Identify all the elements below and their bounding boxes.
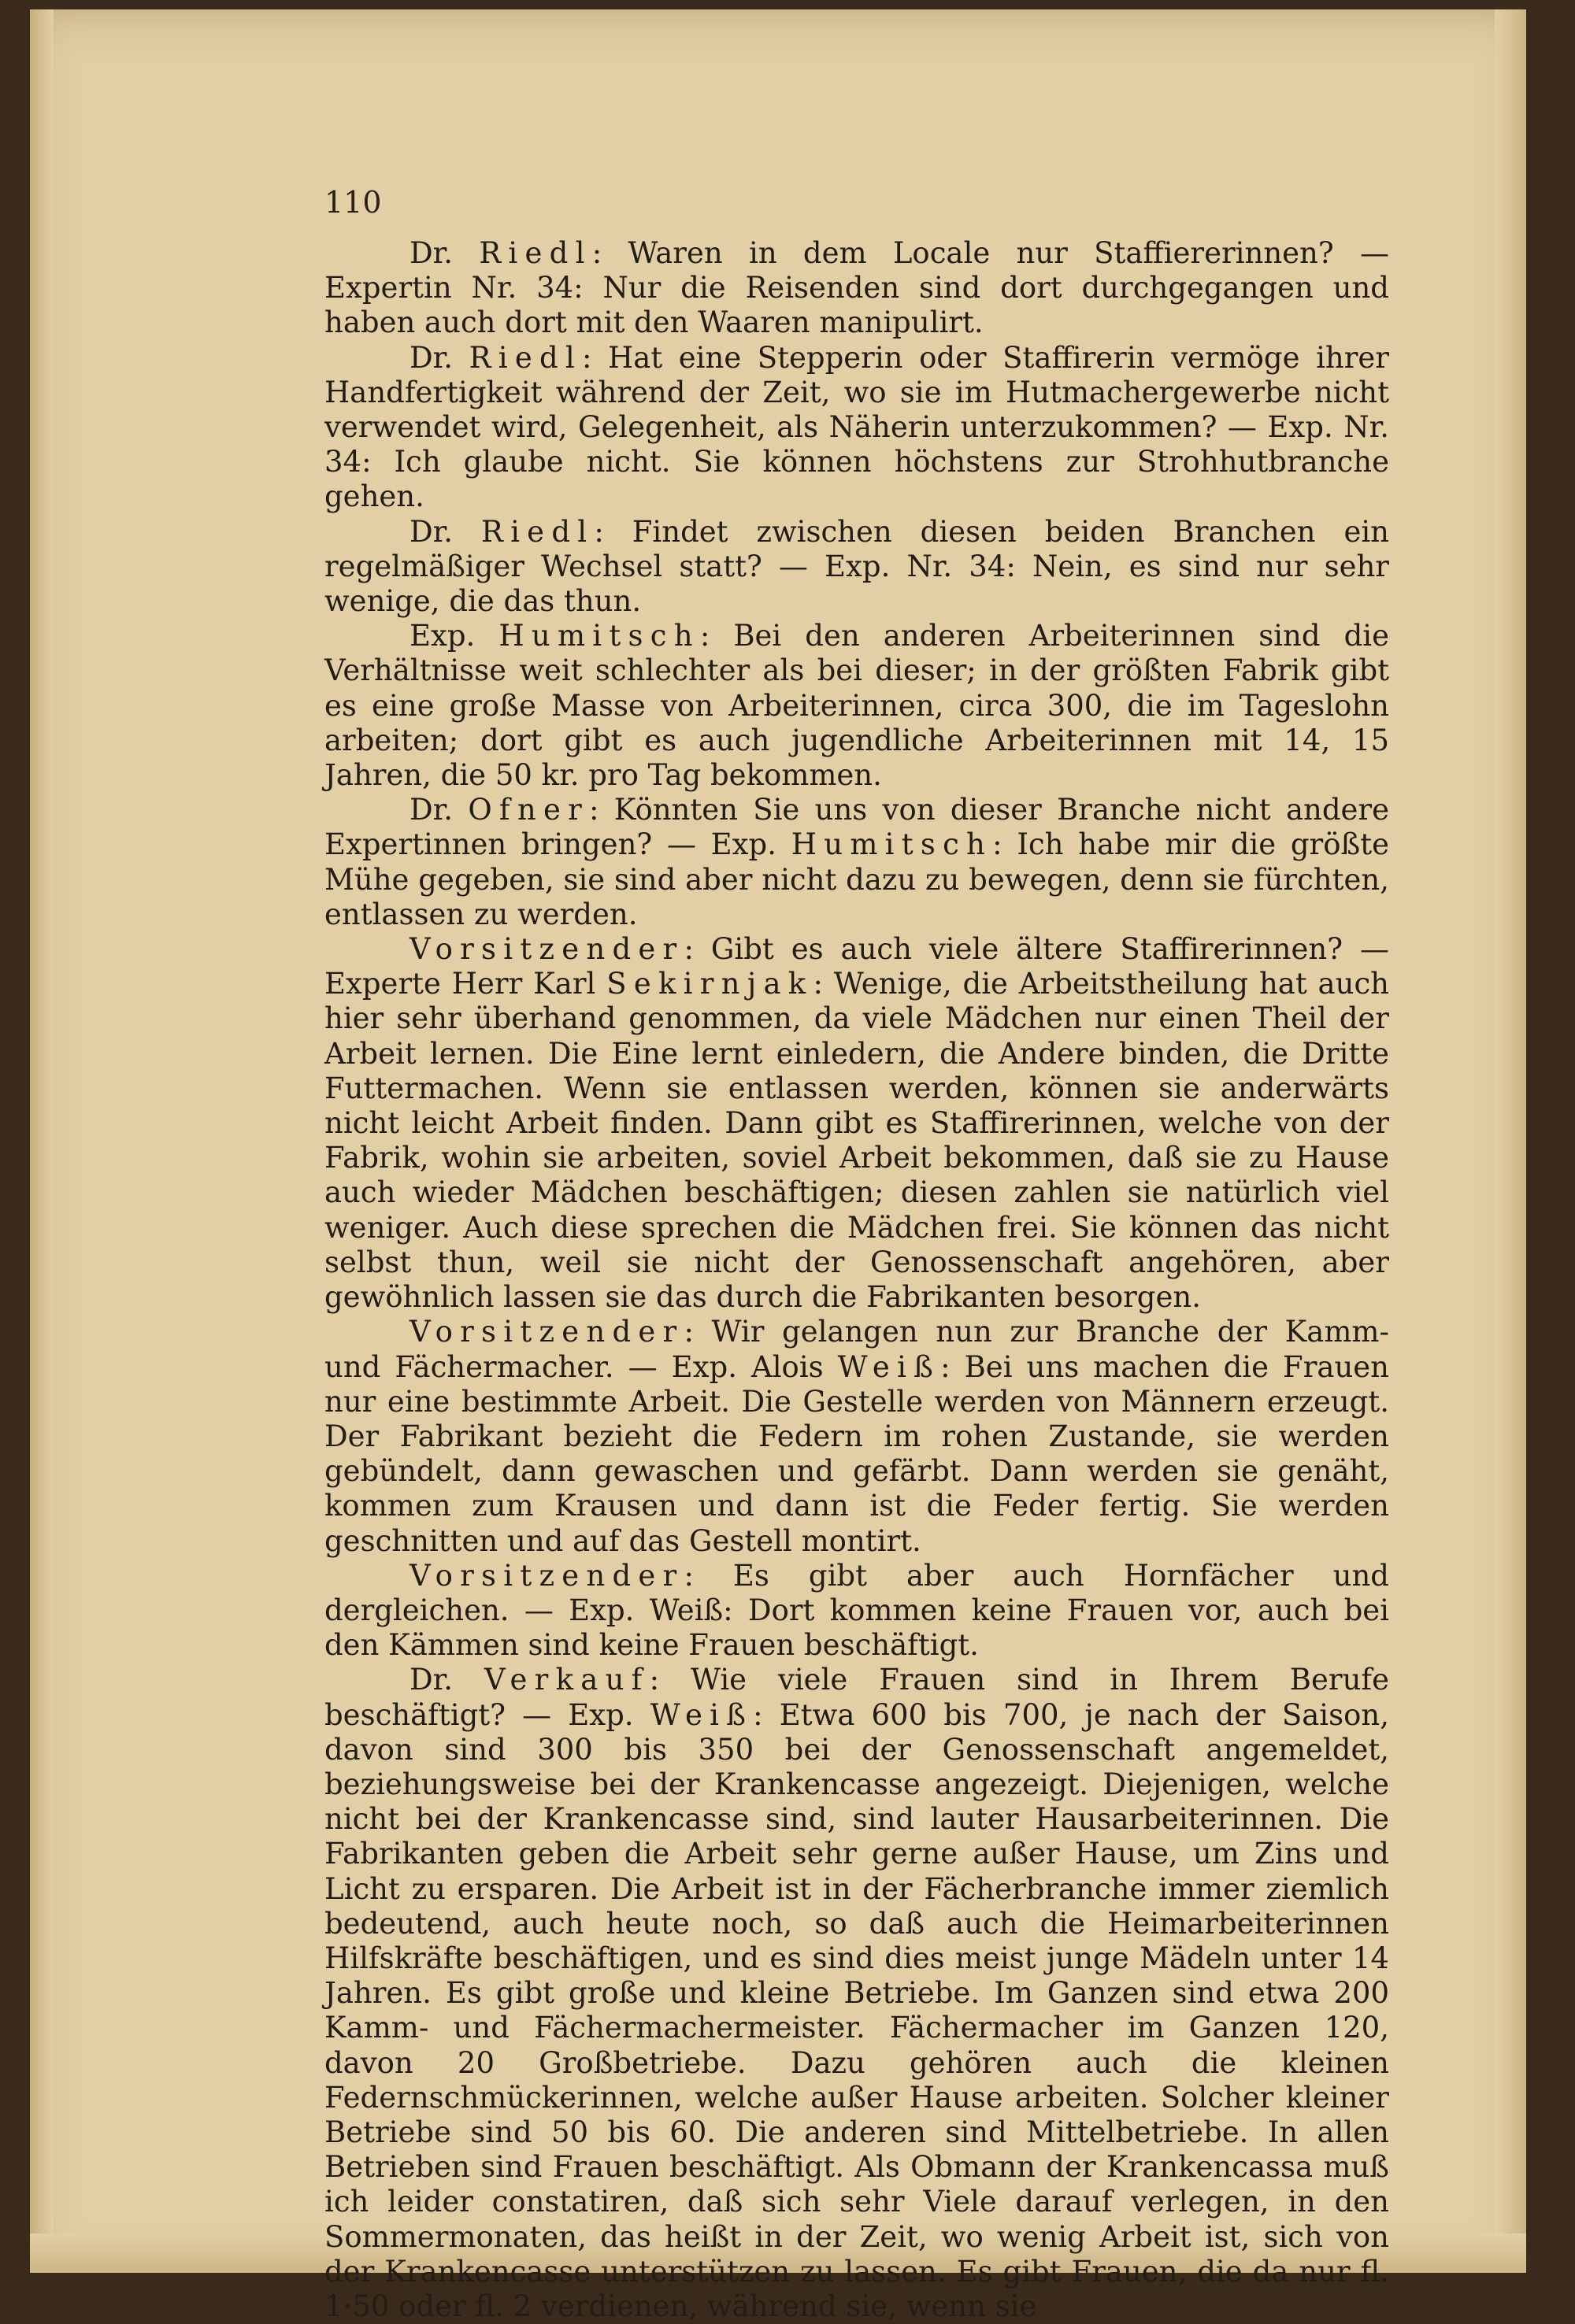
speaker-name: Humitsch bbox=[791, 827, 993, 862]
paragraph-text: Dr. bbox=[410, 1663, 484, 1697]
speaker-name: Vorsitzender bbox=[410, 1315, 684, 1349]
speaker-name: Verkauf bbox=[484, 1663, 650, 1697]
paragraph bbox=[324, 1663, 1389, 2324]
speaker-name: Humitsch bbox=[498, 619, 700, 653]
paragraph-text: : Bei uns machen die Frauen nur eine bestimmte Arbeit. Die Gestelle werden von Männern erzeugt. Der Fabrikant bezieht die Federn im rohen Zustande, sie werden gebündelt, dann gewaschen und gefärbt. Dann werden sie genäht, kommen zum Krausen und dann ist die Feder fertig. Sie werden geschnitten und auf das Gestell montirt. bbox=[324, 1349, 1389, 1558]
paragraph-text: : Wie viele Frauen sind in Ihrem Berufe beschäftigt? — Exp. bbox=[324, 1663, 1389, 1732]
paragraph-text: : Waren in dem Locale nur Staffiererinnen? — Expertin Nr. 34: Nur die Reisenden sind dort durchgegangen und haben auch dort mit den Waaren manipulirt. bbox=[324, 236, 1390, 340]
paragraph-text: : Wir gelangen nun zur Branche der Kamm- und Fächermacher. — Exp. Alois bbox=[324, 1315, 1389, 1384]
paragraph-text: Dr. bbox=[410, 236, 480, 270]
speaker-name: Riedl bbox=[479, 236, 592, 270]
paragraph-text: : Könnten Sie uns von dieser Branche nicht andere Expertinnen bringen? — Exp. bbox=[324, 793, 1390, 862]
paragraph bbox=[324, 341, 1389, 515]
page-gutter-shadow bbox=[30, 9, 54, 2273]
paragraph bbox=[324, 793, 1389, 932]
paragraph bbox=[324, 236, 1389, 341]
speaker-name: Weiß bbox=[650, 1697, 754, 1732]
speaker-name: Riedl bbox=[480, 514, 595, 549]
paragraph bbox=[324, 932, 1389, 1315]
paragraph-text: : Gibt es auch viele ältere Staffirerinnen? — Experte Herr Karl bbox=[324, 932, 1389, 1001]
speaker-name: Sekirnjak bbox=[606, 967, 813, 1001]
paragraph-text: : Es gibt aber auch Hornfächer und dergleichen. — Exp. Weiß: Dort kommen keine Frauen vor, auch bei den Kämmen sind keine Frauen beschäftigt. bbox=[324, 1558, 1389, 1663]
paragraph-text: : Wenige, die Arbeitstheilung hat auch hier sehr überhand genommen, da viele Mädchen nur einen Theil der Arbeit lernen. Die Eine lernt einledern, die Andere binden, die Dritte Futtermachen. Wenn sie entlassen werden, können sie anderwärts nicht leicht Arbeit finden. Dann gibt es Staffirerinnen, welche von der Fabrik, wohin sie arbeiten, soviel Arbeit bekommen, daß sie zu Hause auch wieder Mädchen beschäftigen; diesen zahlen sie natürlich viel weniger. Auch diese sprechen die Mädchen frei. Sie können das nicht selbst thun, weil sie nicht der Genossenschaft angehören, aber gewöhnlich lassen sie das durch die Fabrikanten besorgen. bbox=[324, 967, 1389, 1315]
page-right-edge bbox=[1495, 9, 1526, 2273]
paragraph-text: Dr. bbox=[410, 793, 469, 827]
paragraph-text: : Etwa 600 bis 700, je nach der Saison, davon sind 300 bis 350 bei der Genossenschaft angemeldet, beziehungsweise bei der Krankencasse angezeigt. Diejenigen, welche nicht bei der Krankencasse sind, sind lauter Hausarbeiterinnen. Die Fabrikanten geben die Arbeit sehr gerne außer Hause, um Zins und Licht zu ersparen. Die Arbeit ist in der Fächerbranche immer ziemlich bedeutend, auch heute noch, so daß auch die Heimarbeiterinnen Hilfskräfte beschäftigen, und es sind dies meist junge Mädeln unter 14 Jahren. Es gibt große und kleine Betriebe. Im Ganzen sind etwa 200 Kamm- und Fächermachermeister. Fächermacher im Ganzen 120, davon 20 Großbetriebe. Dazu gehören auch die kleinen Federnschmückerinnen, welche außer Hause arbeiten. Solcher kleiner Betriebe sind 50 bis 60. Die anderen sind Mittelbetriebe. In allen Betrieben sind Frauen beschäftigt. Als Obmann der Krankencassa muß ich leider constatiren, daß sich sehr Viele darauf verlegen, in den Sommermonaten, das heißt in der Zeit, wo wenig Arbeit ist, sich von der Krankencasse unterstützen zu lassen. Es gibt Frauen, die da nur fl. 1·50 oder fl. 2 verdienen, während sie, wenn sie bbox=[324, 1697, 1389, 2323]
page-number: 110 bbox=[324, 185, 382, 220]
paragraph-text: Exp. bbox=[410, 619, 499, 653]
paragraph bbox=[324, 1559, 1389, 1663]
paragraph-text: : Hat eine Stepperin oder Staffirerin vermöge ihrer Handfertigkeit während der Zeit, wo sie im Hutmachergewerbe nicht verwendet wird, Gelegenheit, als Näherin unterzukommen? — Exp. Nr. 34: Ich glaube nicht. Sie können höchstens zur Strohhutbranche gehen. bbox=[324, 340, 1389, 514]
speaker-name: Riedl bbox=[469, 340, 582, 375]
paragraph-text: : Ich habe mir die größte Mühe gegeben, sie sind aber nicht dazu zu bewegen, denn sie fürchten, entlassen zu werden. bbox=[324, 827, 1389, 931]
speaker-name: Vorsitzender bbox=[410, 932, 684, 967]
paragraph-text: Dr. bbox=[410, 340, 469, 375]
paragraph bbox=[324, 619, 1389, 793]
paragraph bbox=[324, 515, 1389, 620]
paragraph-text: : Bei den anderen Arbeiterinnen sind die Verhältnisse weit schlechter als bei dieser; in der größten Fabrik gibt es eine große Masse von Arbeiterinnen, circa 300, die im Tageslohn arbeiten; dort gibt es auch jugendliche Arbeiterinnen mit 14, 15 Jahren, die 50 kr. pro Tag bekommen. bbox=[324, 619, 1389, 793]
paragraph-text: : Findet zwischen diesen beiden Branchen ein regelmäßiger Wechsel statt? — Exp. Nr. 34: Nein, es sind nur sehr wenige, die das thun. bbox=[324, 514, 1390, 619]
paragraph bbox=[324, 1315, 1389, 1558]
speaker-name: Vorsitzender bbox=[410, 1558, 684, 1593]
speaker-name: Weiß bbox=[837, 1349, 941, 1384]
body-text bbox=[324, 236, 1389, 2324]
speaker-name: Ofner bbox=[468, 793, 590, 827]
paragraph-text: Dr. bbox=[410, 514, 481, 549]
